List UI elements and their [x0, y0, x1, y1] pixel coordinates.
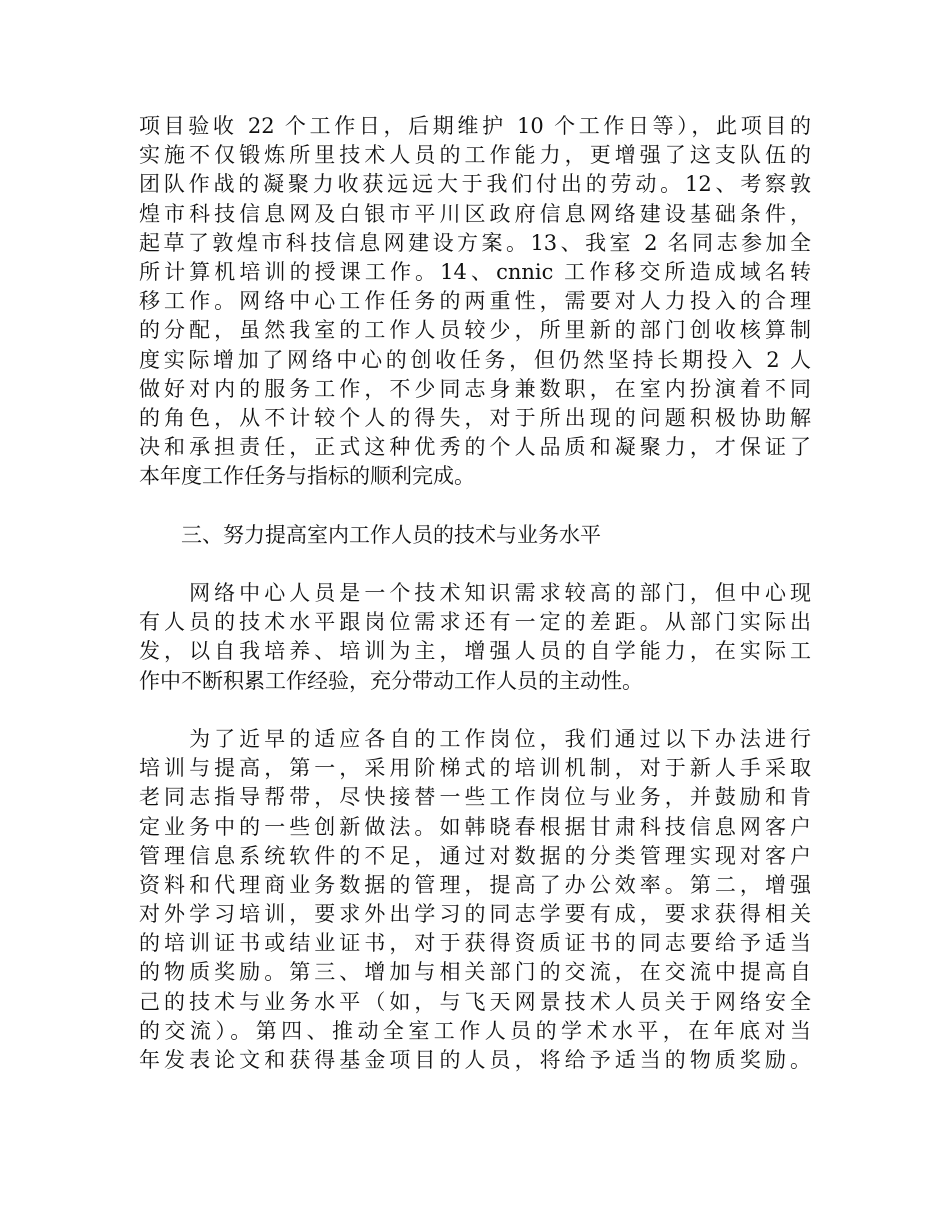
text-line: 培训与提高，第一，采用阶梯式的培训机制，对于新人手采取	[139, 756, 811, 781]
section-heading	[139, 521, 811, 550]
text-line: 所计算机培训的授课工作。14、cnnic 工作移交所造成域名转	[139, 259, 811, 284]
text-line: 实施不仅锻炼所里技术人员的工作能力，更增强了这支队伍的	[139, 143, 811, 168]
text-line: 年发表论文和获得基金项目的人员，将给予适当的物质奖励。	[139, 1048, 811, 1072]
text-line: 管理信息系统软件的不足，通过对数据的分类管理实现对客户	[139, 843, 811, 868]
text-line: 老同志指导帮带，尽快接替一些工作岗位与业务，并鼓励和肯	[139, 785, 811, 810]
text-line: 的培训证书或结业证书，对于获得资质证书的同志要给予适当	[139, 931, 811, 956]
text-line: 决和承担责任，正式这种优秀的个人品质和凝聚力，才保证了	[139, 435, 811, 460]
text-line: 的物质奖励。第三、增加与相关部门的交流，在交流中提高自	[139, 960, 811, 985]
text-line: 对外学习培训，要求外出学习的同志学要有成，要求获得相关	[139, 902, 811, 927]
text-line: 移工作。网络中心工作任务的两重性，需要对人力投入的合理	[139, 289, 811, 314]
text-line: 发，以自我培养、培训为主，增强人员的自学能力，在实际工	[139, 639, 811, 664]
paragraph-spacer	[139, 696, 811, 725]
text-line: 项目验收 22 个工作日，后期维护 10 个工作日等），此项目的	[139, 114, 811, 138]
text-line: 起草了敦煌市科技信息网建设方案。13、我室 2 名同志参加全	[139, 230, 811, 255]
paragraph-spacer	[139, 550, 811, 579]
paragraph-training-methods	[139, 725, 811, 1075]
document-page	[139, 112, 811, 1075]
text-line: 本年度工作任务与指标的顺利完成。	[139, 464, 475, 489]
text-line: 的分配，虽然我室的工作人员较少，所里新的部门创收核算制	[139, 318, 811, 343]
text-line: 的交流）。第四、推动全室工作人员的学术水平，在年底对当	[139, 1018, 811, 1043]
text-line: 为了近早的适应各自的工作岗位，我们通过以下办法进行	[139, 726, 811, 751]
text-line: 团队作战的凝聚力收获远远大于我们付出的劳动。12、考察敦	[139, 172, 811, 197]
section-heading-text: 三、努力提高室内工作人员的技术与业务水平	[139, 522, 601, 547]
text-line: 煌市科技信息网及白银市平川区政府信息网络建设基础条件，	[139, 201, 811, 226]
text-line: 网络中心人员是一个技术知识需求较高的部门，但中心现	[139, 581, 811, 605]
text-line: 己的技术与业务水平（如，与飞天网景技术人员关于网络安全	[139, 989, 811, 1014]
paragraph-spacer	[139, 491, 811, 520]
text-line: 的角色，从不计较个人的得失，对于所出现的问题积极协助解	[139, 405, 811, 430]
text-line: 资料和代理商业务数据的管理，提高了办公效率。第二，增强	[139, 872, 811, 897]
paragraph-staff-level	[139, 579, 811, 696]
paragraph-work-summary	[139, 112, 811, 491]
text-line: 作中不断积累工作经验，充分带动工作人员的主动性。	[139, 668, 643, 693]
text-line: 做好对内的服务工作，不少同志身兼数职，在室内扮演着不同	[139, 376, 811, 401]
text-line: 度实际增加了网络中心的创收任务，但仍然坚持长期投入 2 人	[139, 347, 811, 372]
text-line: 定业务中的一些创新做法。如韩晓春根据甘肃科技信息网客户	[139, 814, 811, 839]
text-line: 有人员的技术水平跟岗位需求还有一定的差距。从部门实际出	[139, 610, 811, 635]
